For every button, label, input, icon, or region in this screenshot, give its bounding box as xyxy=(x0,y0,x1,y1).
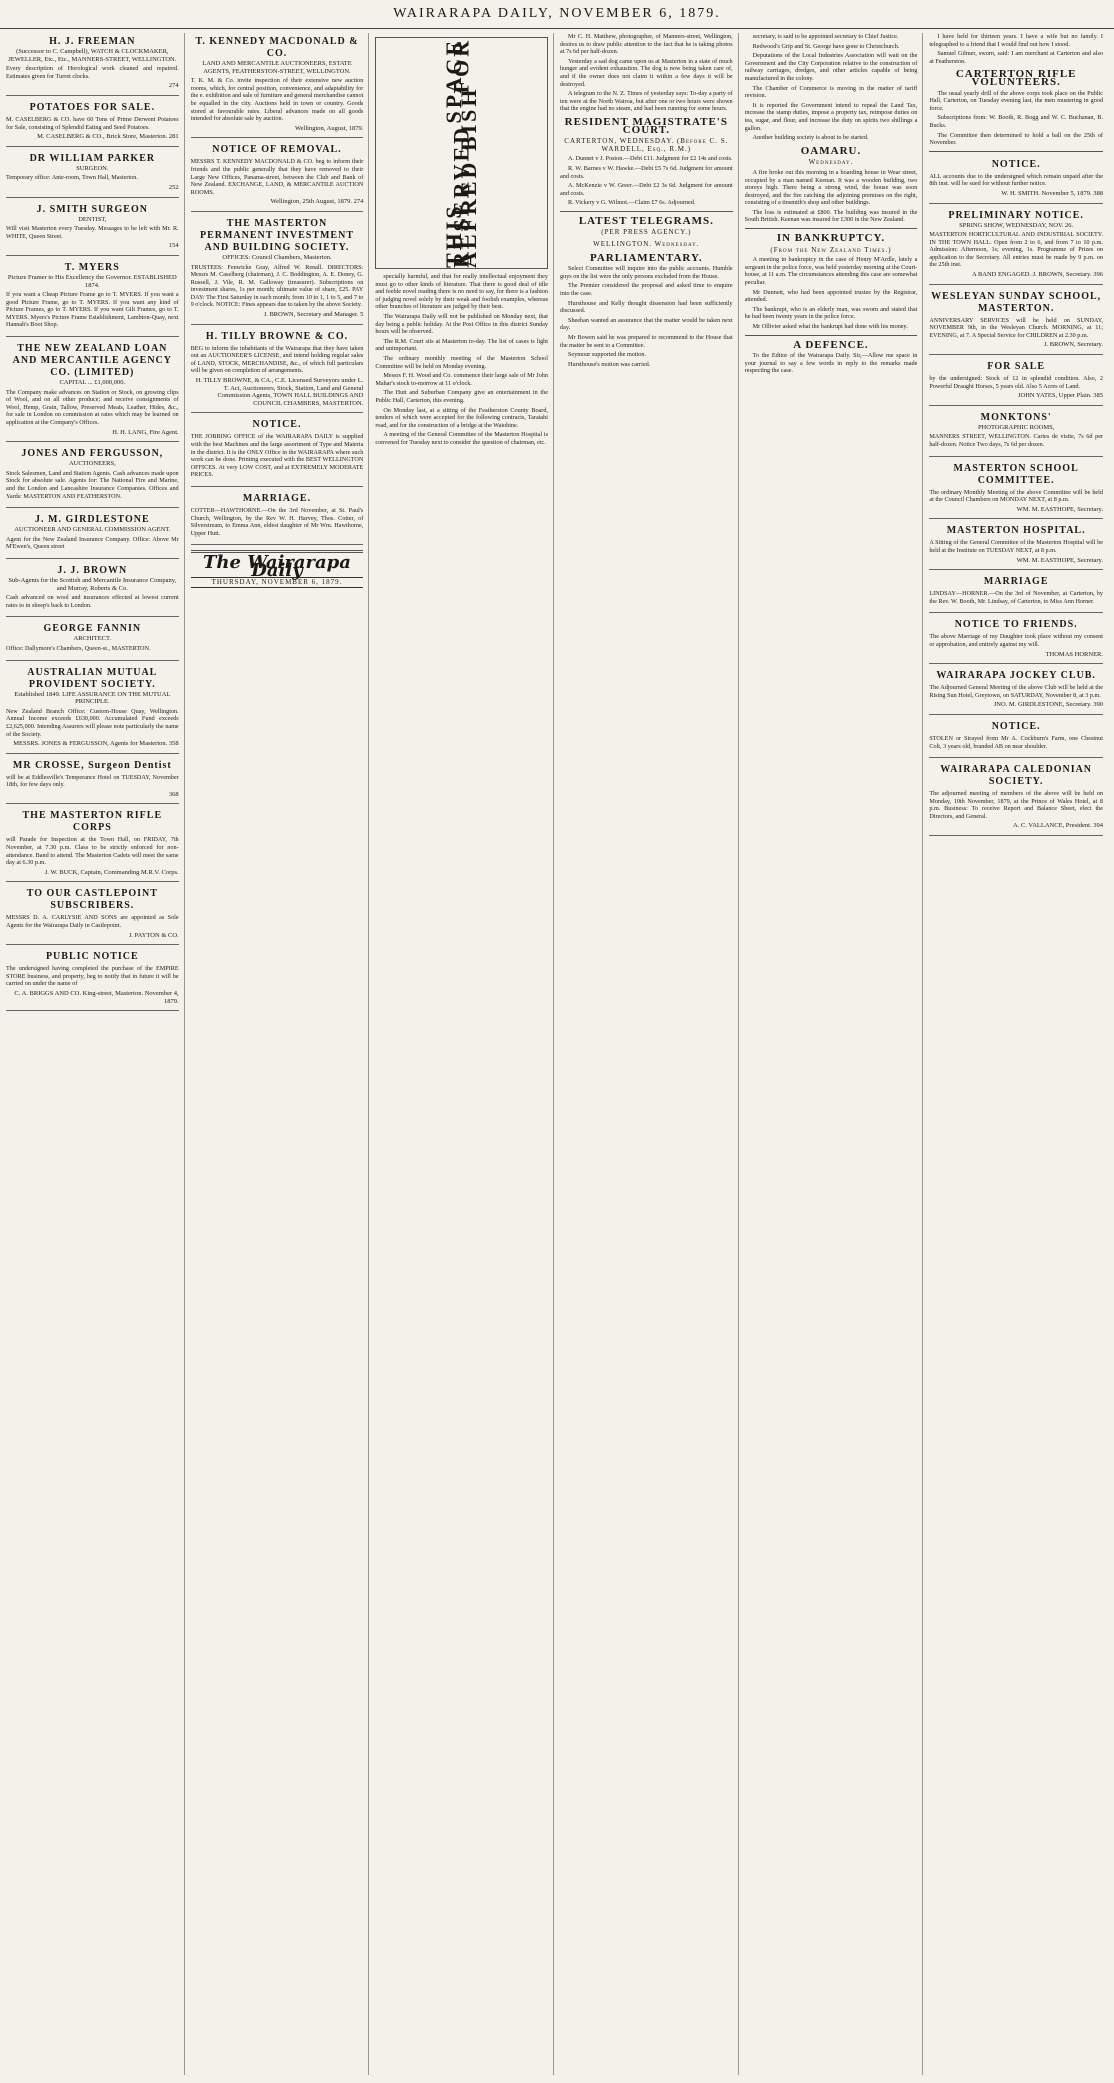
parliamentary-heading: PARLIAMENTARY. xyxy=(589,251,703,264)
reserved-space-text: THIS SPACE RESERVED FOR ALFRED BISH xyxy=(441,38,482,268)
ad-title: NOTICE OF REMOVAL. xyxy=(212,144,342,156)
advertisement xyxy=(191,33,364,138)
advertisement xyxy=(6,807,179,882)
ad-title: MASTERTON HOSPITAL. xyxy=(946,525,1086,537)
advertisement xyxy=(6,259,179,337)
ad-body: New Zealand Branch Office: Custom-House Quay, Wellington. Annual Income exceeds £630,000. Accumulated Fund exceeds £2,625,000. Intending Assurers will please note particularly the name of the Society. xyxy=(6,707,179,738)
ad-body: The Company make advances on Station or Stock, on growing clips of Wool, and on all other produce; and receive consignments of Wool, Hemp, Grain, Tallow, Preserved Meats, Leather, Hides, &c., for sale in London on commission at rates which may be learned on application at the Company's Offices. xyxy=(6,388,179,427)
advertisement xyxy=(929,207,1103,285)
oamaru-paragraph: The loss is estimated at £800. The building was insured in the South British. Keenan was insured for £300 in the New Zealand. xyxy=(744,208,918,224)
telegrams-heading: LATEST TELEGRAMS. xyxy=(578,214,714,227)
parliamentary-paragraph: Seymour supported the motion. xyxy=(568,351,647,359)
ad-title: MARRIAGE xyxy=(983,576,1049,588)
parliamentary-paragraph: The Premier considered the proposal and asked time to enquire into the case. xyxy=(560,282,733,298)
advertisement xyxy=(191,328,364,414)
ad-body: COTTER—HAWTHORNE.—On the 3rd November, at St. Paul's Church, Wellington, by the Rev W. H. Harvey, Thos. Cotter, of Silverstream, to Emma Ann, eldest daughter of Mr Wm. Hawthorne, Upper Hutt. xyxy=(190,506,364,537)
ad-title: H. J. FREEMAN xyxy=(49,36,136,47)
ad-body: ANNIVERSARY SERVICES will be held on SUNDAY, NOVEMBER 9th, in the Wesleyan Church. MORNING, at 11; EVENING, at 7. A Special Service for CHILDREN at 2.30 p.m. xyxy=(929,316,1103,339)
ad-body: LINDSAY—HORNER.—On the 3rd of November, at Carterton, by the Rev. W. Booth, Mr. Lindsay, of Carterton, to Miss Ann Horner. xyxy=(929,590,1103,605)
advertisement xyxy=(191,416,364,487)
advertisement xyxy=(6,201,179,256)
news-paragraph: It is reported the Government intend to repeal the Land Tax, increase the stamp duties, impose a property tax, reimpose duties on tea, sugar, and flour, and increase the duty on spirits two shillings a gallon. xyxy=(744,101,918,132)
advertisement xyxy=(929,718,1103,758)
ad-title: DR WILLIAM PARKER xyxy=(29,152,156,164)
advertisement xyxy=(6,150,179,198)
ad-subtitle: Established 1849. LIFE ASSURANCE ON THE MUTUAL PRINCIPLE. xyxy=(14,690,171,706)
advertisement xyxy=(929,573,1103,613)
parliamentary-paragraph: Hursthouse and Kelly thought dissension had been sufficiently discussed. xyxy=(560,299,733,315)
ad-title: NOTICE. xyxy=(252,419,302,431)
ad-body: MESSRS D. A. CARLYSIE AND SONS are appointed as Sole Agents for the Wairarapa Daily in Castlepoint. xyxy=(6,914,179,930)
divider xyxy=(745,228,918,229)
ad-title: WESLEYAN SUNDAY SCHOOL, MASTERTON. xyxy=(931,290,1102,314)
ad-body: The Adjourned General Meeting of the above Club will be held at the Rising Sun Hotel, Greytown, on SATURDAY, November 8, at 3 p.m. xyxy=(929,684,1103,699)
advertisement xyxy=(929,761,1103,836)
advertisement xyxy=(191,215,364,325)
court-case: A. Dunnet v J. Poston.—Debt £11. Judgment for £2 14s and costs. xyxy=(568,155,733,163)
rifle-volunteers-heading: CARTERTON RIFLE VOLUNTEERS. xyxy=(955,68,1077,88)
bankruptcy-heading: IN BANKRUPTCY. xyxy=(776,232,886,245)
advertisement xyxy=(6,99,179,147)
telegrams-location: WELLINGTON. Wednesday. xyxy=(593,240,700,249)
ad-subtitle: PHOTOGRAPHIC ROOMS, xyxy=(977,423,1055,431)
court-subheading: CARTERTON, WEDNESDAY. (Before C. S. WARDELL, Esq., R.M.) xyxy=(564,137,729,153)
news-paragraph: The ordinary monthly meeting of the Masterton School Committee will be held on Monday evening. xyxy=(375,354,548,370)
ad-body: by the undersigned: Stock of 12 in splendid condition. Also, 2 Powerful Draught Horses, 5 years old. Also 5 Acres of Land. xyxy=(929,375,1103,390)
ad-title: J. M. GIRDLESTONE xyxy=(35,514,150,526)
ad-title: NOTICE TO FRIENDS. xyxy=(954,619,1078,631)
ad-body: will be at Eddlesville's Temperance Hotel on TUESDAY, November 18th, for few days only. xyxy=(6,773,179,789)
ad-title: JONES AND FERGUSSON, xyxy=(21,448,164,460)
advertisement xyxy=(6,562,179,617)
ad-title: J. SMITH SURGEON xyxy=(36,203,148,215)
newspaper-page xyxy=(0,29,1114,2079)
ad-signature: A. C. VALLANCE, President. 394 xyxy=(1012,822,1103,830)
ad-body: ALL accounts due to the undersigned which remain unpaid after the 8th inst. will be sued for without further notice. xyxy=(929,172,1103,188)
ad-title: J. J. BROWN xyxy=(57,564,128,576)
advertisement xyxy=(929,616,1103,664)
ad-title: WAIRARAPA JOCKEY CLUB. xyxy=(936,670,1096,682)
ad-body: If you want a Cheap Picture Frame go to T. MYERS. If you want a good Picture Frame, go to T. MYERS. If you want any kind of Picture Frames, go to T. MYERS. If you want Gilt Frames, go to T. MYERS. Myers's Picture Frame Establishment, Lambton-Quay, next Hannah's Boot Shop. xyxy=(6,291,179,329)
ad-body: The above Marriage of my Daughter took place without my consent or approbation, and entirely against my will. xyxy=(929,633,1103,648)
news-paragraph: Mr C. H. Matthew, photographer, of Manners-street, Wellington, desires us to draw public attention to the fact that he is taking photos at 7s 6d per half-dozen. xyxy=(560,33,733,56)
ad-signature: WM. M. EASTHOPE, Secretary. xyxy=(1016,505,1103,513)
ad-signature: MESSRS. JONES & FERGUSSON, Agents for Masterton. 358 xyxy=(13,740,179,748)
ad-signature: JNO. M. GIRDLESTONE, Secretary. 390 xyxy=(993,701,1103,709)
ad-title: GEORGE FANNIN xyxy=(43,623,142,635)
ad-body: MASTERTON HORTICULTURAL AND INDUSTRIAL SOCIETY. IN THE TOWN HALL. Open from 2 to 6, and from 7 to 10 p.m. Admission: Afternoon, 1s; evening, 1s. Programme of Prizes on application to the Secretary. All entries must be made by 9 p.m. on the 25th inst. xyxy=(929,231,1103,269)
ad-title: THE MASTERTON RIFLE CORPS xyxy=(22,810,163,834)
ad-body: THE JOBBING OFFICE of the WAIRARAPA DAILY is supplied with the best Machines and the large assortment of Type and Materia in the district. It is the ONLY Office in the WAIRARAPA where such work can be done. Printing executed with the BEST WELLINGTON OFFICES. At very LOW COST, and at EXTREMELY MODERATE PRICES. xyxy=(190,433,364,479)
news-paragraph: Samuel Gilmer, sworn, said: I am merchant at Carterton and also at Featherston. xyxy=(929,50,1103,65)
advertisement xyxy=(6,445,179,508)
column-5 xyxy=(745,33,924,2075)
ad-title: T. MYERS xyxy=(64,261,120,273)
ad-signature: J. BROWN, Secretary. xyxy=(1044,341,1103,349)
advertisement xyxy=(929,156,1103,204)
defence-paragraph: To the Editor of the Wairarapa Daily. Sir,—Allow me space in your journal to say a few words in reply to the remarks made respecting the case. xyxy=(744,352,918,375)
news-paragraph: The Hutt and Suburban Company give an entertainment in the Public Hall, Carterton, this evening. xyxy=(375,389,548,404)
telegrams-subheading: (PER PRESS AGENCY.) xyxy=(601,228,692,237)
advertisement xyxy=(929,358,1103,406)
column-2 xyxy=(191,33,370,2075)
ad-title: NOTICE. xyxy=(991,720,1041,732)
bankruptcy-paragraph: A meeting in bankruptcy in the case of Henry M'Ardle, lately a sergeant in the police force, was held yesterday morning at the Court-house, at 11 a.m. The circumstances attending this case are somewhat peculiar. xyxy=(744,256,918,287)
ad-title: TO OUR CASTLEPOINT SUBSCRIBERS. xyxy=(26,888,158,912)
court-case: A. McKenzie v W. Greer.—Debt £2 3s 6d. Judgment for amount and costs. xyxy=(560,182,733,197)
defence-heading: A DEFENCE. xyxy=(793,338,869,351)
ad-body: TRUSTEES: Fenwicke Gray, Alfred W. Renall. DIRECTORS: Messrs M. Caselberg (chairman), J. C. Boddington, A. E. Doney, G. Russell, J. Vile, R. M. Galloway (treasurer). Subscriptions on investment shares, 1s per month; ultimate value of share, £25. PAY DAY: The First Saturday in each month; from 10 to 1, 1 to 5, and 7 to 9 o'clock. NOTICE: Fines appears due to taken by the above Society. xyxy=(190,263,364,309)
ad-title: MARRIAGE. xyxy=(242,492,312,504)
divider xyxy=(929,151,1103,152)
ad-signature: H. H. LANG, Fire Agent. xyxy=(112,428,179,436)
ad-subtitle: SPRING SHOW, WEDNESDAY, NOV. 26. xyxy=(959,221,1074,229)
ad-title: POTATOES FOR SALE. xyxy=(29,101,156,113)
ad-title: PRELIMINARY NOTICE. xyxy=(948,209,1084,221)
bankruptcy-paragraph: Mr Dunnett, who had been appointed trustee by the Registrar, attended. xyxy=(744,288,918,304)
advertisement xyxy=(6,620,179,660)
advertisement xyxy=(929,667,1103,715)
ad-subtitle: AUCTIONEER AND GENERAL COMMISSION AGENT. xyxy=(14,526,171,534)
divider xyxy=(745,335,918,336)
ad-subtitle: AUCTIONEERS, xyxy=(68,460,116,468)
issue-date-line: THURSDAY, NOVEMBER 6, 1879. xyxy=(191,577,364,589)
newspaper-masthead: WAIRARAPA DAILY, NOVEMBER 6, 1879. xyxy=(0,0,1114,29)
ad-signature: J. BROWN, Secretary and Manager. 5 xyxy=(263,311,364,319)
bankruptcy-paragraph: Mr Ollivier asked what the bankrupt had done with his money. xyxy=(752,323,908,330)
ad-body: The adjourned meeting of members of the above will be held on Monday, 10th November, 1879, at the Prince of Wales Hotel, at 8 p.m. Business: To receive Report and Balance Sheet, elect the Directors, and General. xyxy=(929,790,1103,820)
news-paragraph: The Wairarapa Daily will not be published on Monday next, that day being a public holiday. At the Post Office in this district Sunday hours will be observed. xyxy=(375,312,548,336)
reserved-space-ad xyxy=(375,37,548,269)
advertisement xyxy=(929,460,1103,520)
ad-title: PUBLIC NOTICE xyxy=(45,951,139,963)
advertisement xyxy=(929,522,1103,570)
ad-signature: Wellington, 25th August, 1879. 274 xyxy=(270,198,364,206)
column-1 xyxy=(6,33,185,2075)
news-paragraph: secretary, is said to be appointed secretary to Chief Justice. xyxy=(752,33,899,40)
ad-subtitle: CAPITAL ... £1,000,000. xyxy=(59,379,126,387)
advertisement xyxy=(6,948,179,1011)
rifle-paragraph: The usual yearly drill of the above corps took place on the Public Hall, Carterton, on Tuesday evening last, the men mustering in good force. xyxy=(929,89,1103,112)
ad-signature: 368 xyxy=(168,790,179,798)
news-paragraph: A telegram to the N. Z. Times of yesterday says: To-day a party of ten were at the North Wairoa, but after one or two hours were shown that the engine had no steam, and had been running for some hours. xyxy=(560,90,733,113)
ad-signature: WM. M. EASTHOPE, Secretary. xyxy=(1016,556,1103,564)
ad-body: Office: Dallymore's Chambers, Queen-st., MASTERTON. xyxy=(6,644,151,652)
ad-subtitle: ARCHITECT. xyxy=(73,635,112,643)
advertisement xyxy=(929,409,1103,457)
ad-signature: 252 xyxy=(168,183,179,191)
ad-signature: H. TILLY BROWNE, & CA., C.E. Licensed Surveyors under L. T. Act, Auctioneers, Stock, Station, Land and General Commission Agents, TOWN HALL BUILDINGS AND COUNCIL CHAMBERS, MASTERTON. xyxy=(195,377,364,407)
ad-signature: THOMAS HORNER. xyxy=(1045,650,1103,658)
ad-title: T. KENNEDY MACDONALD & CO. xyxy=(195,36,359,59)
ad-signature: C. A. BRIGGS AND CO. King-street, Masterton. November 4, 1879. xyxy=(14,990,179,1005)
ad-subtitle: (Successor to C. Campbell), WATCH & CLOCKMAKER, JEWELLER, Etc., Etc., MANNERS-STREET, WELLINGTON. xyxy=(8,48,177,63)
ad-title: MASTERTON SCHOOL COMMITTEE. xyxy=(953,462,1079,486)
ad-body: MESSRS T. KENNEDY MACDONALD & CO. beg to inform their friends and the public generally that they have removed to their Large New Offices, Panama-street, between the Club and Bank of New Zealand. EXCHANGE, LAND, & MERCANTILE AUCTION ROOMS. xyxy=(190,158,364,196)
ad-signature: 154 xyxy=(168,242,179,250)
ad-body: MANNERS STREET, WELLINGTON. Cartes de visite, 7s 6d per half-dozen. Notice Two days, 7s 6d per dozen. xyxy=(929,433,1103,448)
ad-signature: 274 xyxy=(168,82,179,90)
ad-body: T. K. M. & Co. invite inspection of their extensive new auction rooms, which, for central position, convenience, and adaptability for the e. exhibition and sale of furniture and general merchandise cannot be equalled in the city. Auctions held in town or country. Goods stored at favourable rates. Liberal advances made on all goods intended for absolute sale by auction. xyxy=(190,77,364,123)
news-paragraph: Another building society is about to be started. xyxy=(752,134,869,142)
news-paragraph: specially harmful, and that for really intellectual enjoyment they must go to other kinds of literature. That there is good deal of idle and feeble novel reading there is no need to say, for there is a fashion of judging novel solely by their weak and foolish examples, whereas other branches of literature are judged by their best. xyxy=(375,273,548,311)
advertisement xyxy=(6,33,179,96)
advertisement xyxy=(6,340,179,442)
column-4 xyxy=(560,33,739,2075)
advertisement xyxy=(6,885,179,945)
ad-signature: W. H. SMITH. November 5, 1879. 388 xyxy=(1001,189,1103,197)
ad-subtitle: Sub-Agents for the Scottish and Mercantile Insurance Company, and Murray, Roberts & Co. xyxy=(8,576,177,592)
ad-signature: A BAND ENGAGED. J. BROWN, Secretary. 396 xyxy=(971,271,1103,279)
news-paragraph: Deputations of the Local Industries Association will wait on the Government and the City Corporation relative to the construction of railway carriages, dredges, and other articles capable of being manufactured in the colony. xyxy=(744,52,918,82)
news-paragraph: I have held for thirteen years. I have a wife but no family. I telegraphed to a friend that I would find out how I stood. xyxy=(929,33,1103,48)
ad-body: M. CASELBERG & CO. have 60 Tons of Prime Derwent Potatoes for Sale, consisting of Splendid Eating and Seed Potatoes. xyxy=(6,115,179,131)
ad-body: A Sitting of the General Committee of the Masterton Hospital will be held at the Institute on TUESDAY NEXT, at 8 p.m. xyxy=(929,539,1103,554)
ad-title: THE NEW ZEALAND LOAN AND MERCANTILE AGENCY CO. (LIMITED) xyxy=(12,343,172,379)
news-paragraph: A meeting of the General Committee of the Masterton Hospital is convened for Tuesday next to consider the question of chairman, etc. xyxy=(375,431,548,446)
parliamentary-paragraph: Hursthouse's motion was carried. xyxy=(568,360,651,368)
ad-subtitle: OFFICES: Council Chambers, Masterton. xyxy=(222,253,332,261)
ad-body: The ordinary Monthly Meeting of the above Committee will be held at the Council Chambers on MONDAY NEXT, at 8 p.m. xyxy=(929,488,1103,504)
court-heading: RESIDENT MAGISTRATE'S COURT. xyxy=(564,115,728,136)
ad-title: THE MASTERTON PERMANENT INVESTMENT AND BUILDING SOCIETY. xyxy=(199,217,354,253)
bankruptcy-subheading: (From the New Zealand Times.) xyxy=(770,245,892,254)
ad-body: STOLEN or Strayed from Mr A. Cockburn's Farm, one Chestnut Colt, 3 years old, branded AB on near shoulder. xyxy=(929,734,1103,750)
oamaru-location: Wednesday. xyxy=(808,158,854,167)
ad-body: Will visit Masterton every Tuesday. Messages to be left with Mr. R. WHITE, Queen Street. xyxy=(6,225,179,240)
paper-title: The Wairarapa Daily xyxy=(203,552,351,581)
news-paragraph: The Chamber of Commerce is moving in the matter of tariff revision. xyxy=(744,84,918,100)
advertisement xyxy=(6,664,179,754)
ad-title: FOR SALE xyxy=(987,361,1046,373)
ad-title: WAIRARAPA CALEDONIAN SOCIETY. xyxy=(940,764,1093,788)
ad-title: H. TILLY BROWNE & CO. xyxy=(205,330,349,342)
advertisement xyxy=(191,490,364,545)
ad-signature: M. CASELBERG & CO., Brick Store, Masterton. 281 xyxy=(37,133,179,141)
news-paragraph: Messrs F. H. Wood and Co. commence their large sale of Mr John Mahar's stock to-morrow at 11 o'clock. xyxy=(375,372,548,387)
ad-signature: J. W. BUCK, Captain, Commanding M.R.V. Corps. xyxy=(44,868,179,876)
ad-body: Cash advanced on wool and insurances effected at lowest current rates to in sheep's back to London. xyxy=(6,594,179,609)
ad-subtitle: Picture Framer to His Excellency the Governor. ESTABLISHED 1874. xyxy=(7,273,177,289)
news-paragraph: Yesterday a sad dog came upon us at Masterton in a state of much hunger and evident exhaustion. The dog is now being taken care of, and if the owner does not claim it within a few days it will be destroyed. xyxy=(560,57,733,88)
ad-body: Temporary office: Ante-room, Town Hall, Masterton. xyxy=(6,174,138,182)
ad-title: MONKTONS' xyxy=(980,411,1052,423)
divider xyxy=(560,211,733,212)
court-case: R. W. Barnes v W. Hawke.—Debt £5 7s 6d. Judgment for amount and costs. xyxy=(560,164,733,180)
ad-body: will Parade for Inspection at the Town Hall, on FRIDAY, 7th November, at 7.30 p.m. Class to be strictly enforced for non-attendance. Band to attend. The Masterton Cadets will meet the same day at 6.30 p.m. xyxy=(6,836,179,867)
oamaru-heading: OAMARU. xyxy=(800,144,862,157)
parliamentary-paragraph: Select Committee will inquire into the public accounts. Humble guys on the list were the only persons excluded from the House. xyxy=(560,265,733,280)
ad-title: NOTICE. xyxy=(991,158,1041,170)
news-paragraph: On Monday last, at a sitting of the Featherston County Board, tenders of which were accepted for the following contracts, Taratahi road, and for the construction of a bridge at the Waiohine. xyxy=(375,406,548,429)
ad-body: BEG to inform the inhabitants of the Wairarapa that they have taken out an AUCTIONEER'S LICENSE, and intend holding regular sales of LAND, STOCK, MERCHANDISE, &c., of which full particulars will be given on completion of arrangements. xyxy=(190,344,364,375)
ad-subtitle: DENTIST, xyxy=(78,215,107,223)
rifle-paragraph: Subscriptions from: W. Booth, R. Bogg and W. C. Buchanan, B. Bucks. xyxy=(929,114,1103,129)
ad-body: Agent for the New Zealand Insurance Company. Office: Above Mr M'Ewen's, Queen street xyxy=(6,535,179,551)
oamaru-paragraph: A fire broke out this morning in a boarding house in Wear street, occupied by a man named Keenan. It was a wooden building, two storeys high. There being a strong wind, the house was soon destroyed, and the fire catching the adjoining premises on the right, consisting of a tinsmith's shop and other buildings. xyxy=(744,168,918,207)
news-paragraph: The R.M. Court sits at Masterton to-day. The list of cases is light and unimportant. xyxy=(375,337,548,353)
news-paragraph: Redwood's Grip and St. George have gone to Christchurch. xyxy=(752,42,900,50)
advertisement xyxy=(929,288,1103,355)
ad-body: The undersigned having completed the purchase of the EMPIRE STORE business, and property, beg to notify that in future it will be carried on under the name of xyxy=(6,965,179,988)
ad-subtitle: SURGEON. xyxy=(76,164,109,172)
ad-body: Stock Salesmen, Land and Station Agents. Cash advances made upon Stock for absolute sale. Agents for: The National Fire and Marine, and the London and Lancashire Insurance Companies. Offices and Yards: MASTERTON AND FEATHERSTON. xyxy=(6,469,179,500)
ad-title: AUSTRALIAN MUTUAL PROVIDENT SOCIETY. xyxy=(27,666,158,690)
column-3 xyxy=(375,33,554,2075)
advertisement xyxy=(6,757,179,805)
rifle-paragraph: The Committee then determined to hold a ball on the 25th of November. xyxy=(929,131,1103,147)
advertisement xyxy=(191,141,364,212)
court-case: R. Vickery v G. Wilmot.—Claim £7 6s. Adjourned. xyxy=(568,199,696,207)
ad-signature: J. PAYTON & CO. xyxy=(128,931,179,939)
column-6 xyxy=(929,33,1108,2075)
ad-title: MR CROSSE, Surgeon Dentist xyxy=(12,759,172,771)
advertisement xyxy=(6,511,179,559)
ad-signature: JOHN YATES, Upper Plain. 385 xyxy=(1018,392,1103,400)
ad-subtitle: LAND AND MERCANTILE AUCTIONEERS, ESTATE AGENTS, FEATHERSTON-STREET, WELLINGTON. xyxy=(202,60,352,75)
parliamentary-paragraph: Sheehan wanted an assurance that the matter would be taken next day. xyxy=(560,316,733,332)
parliamentary-paragraph: Mr Bowen said he was prepared to recommend to the House that the matter be sent to a Committee. xyxy=(560,334,733,349)
ad-signature: Wellington, August, 1879. xyxy=(295,124,364,132)
bankruptcy-paragraph: The bankrupt, who is an elderly man, was sworn and stated that he had been twenty years in the police force. xyxy=(744,305,918,321)
ad-body: Every description of Horological work cleaned and repaired. Estimates given for Turret clocks. xyxy=(6,65,179,80)
